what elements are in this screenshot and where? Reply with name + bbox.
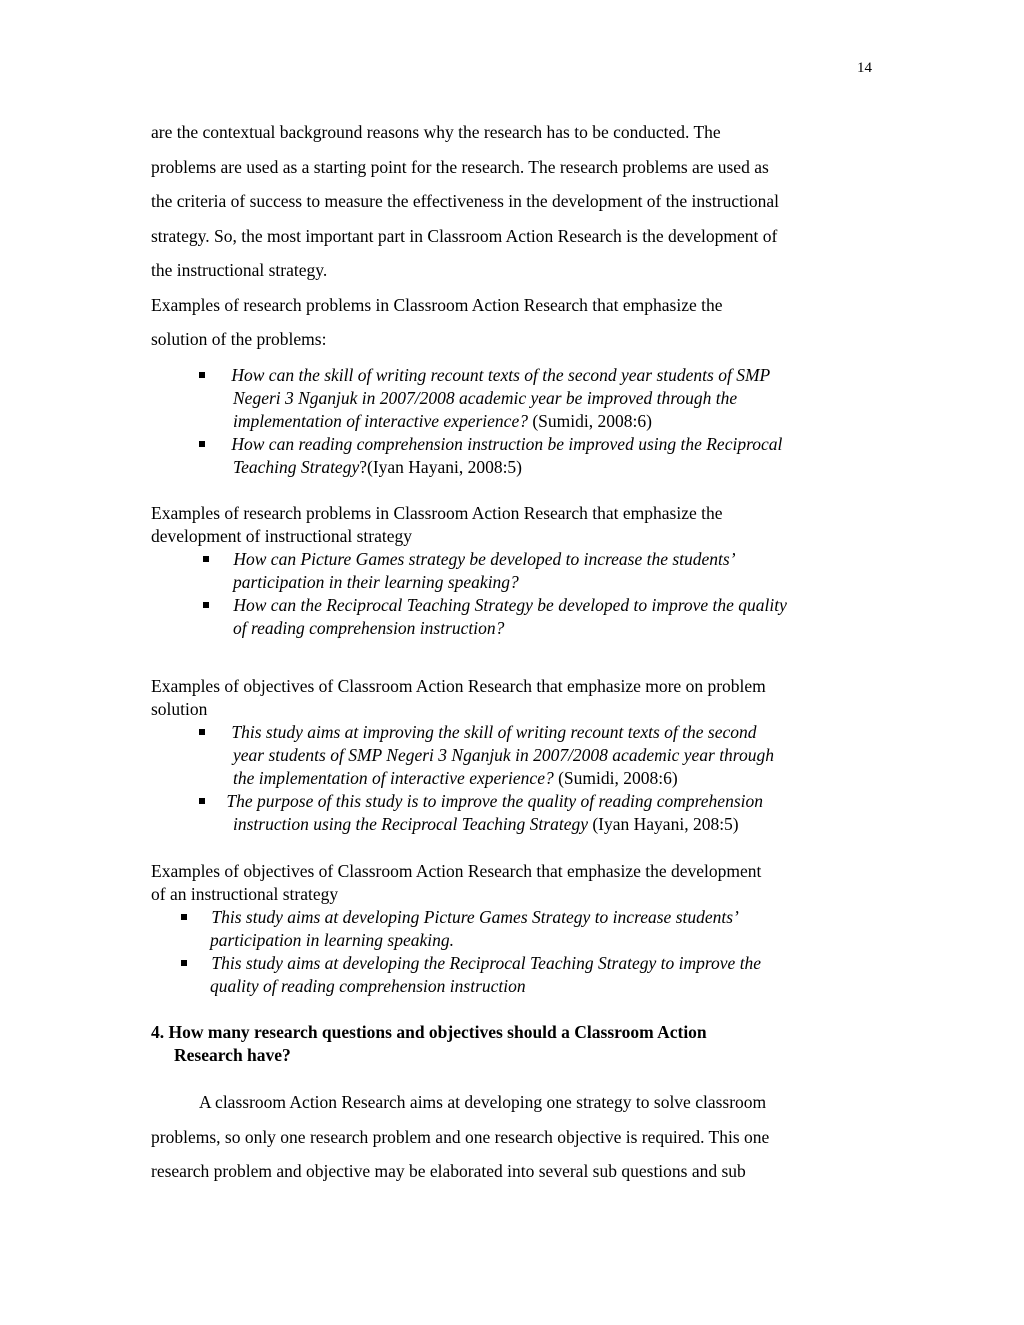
list-item [199, 364, 770, 387]
text-line: development of instructional strategy [151, 526, 412, 546]
list-item [199, 790, 763, 813]
citation: (Sumidi, 2008:6) [553, 768, 678, 788]
list-item-text: How can reading comprehension instruction be improved using the Reciprocal [231, 434, 783, 454]
text-line: problems, so only one research problem and one research objective is required. This one [151, 1126, 770, 1147]
list-item [181, 952, 761, 975]
text-line: Examples of objectives of Classroom Action Research that emphasize the development [151, 861, 762, 881]
section-intro [151, 675, 766, 721]
bullet-square-icon [199, 798, 205, 804]
section-heading: Research have? [174, 1045, 291, 1065]
citation: ?(Iyan Hayani, 2008:5) [359, 457, 523, 477]
text-line: solution of the problems: [151, 329, 327, 349]
list-item [233, 410, 652, 433]
text-line: of an instructional strategy [151, 884, 339, 904]
list-item-text: The purpose of this study is to improve the quality of reading comprehension [226, 791, 763, 811]
intro-paragraph [151, 115, 779, 357]
list-item [199, 433, 782, 456]
list-item-text: participation in their learning speaking? [233, 572, 519, 592]
bullet-square-icon [199, 441, 205, 447]
text-line: the criteria of success to measure the effectiveness in the development of the instructional [151, 191, 779, 211]
section-heading: 4. How many research questions and objectives should a Classroom Action [151, 1022, 707, 1042]
list-item [181, 906, 739, 929]
text-line: solution [151, 699, 208, 719]
bullet-square-icon [199, 729, 205, 735]
list-item [233, 456, 522, 479]
list-item-text: implementation of interactive experience? [233, 411, 528, 431]
list-item [203, 594, 787, 617]
text-line: the instructional strategy. [151, 260, 328, 280]
text-line: Examples of research problems in Classroom Action Research that emphasize the [151, 294, 723, 315]
bullet-square-icon [181, 914, 187, 920]
list-item-text: the implementation of interactive experience? [233, 768, 554, 788]
text-line: problems are used as a starting point for the research. The research problems are used as [151, 156, 769, 177]
list-item-text: This study aims at developing Picture Games Strategy to increase students’ [211, 907, 739, 927]
bullet-square-icon [199, 372, 205, 378]
list-item-text: This study aims at developing the Reciprocal Teaching Strategy to improve the [211, 953, 762, 973]
list-item-text: quality of reading comprehension instruction [210, 976, 526, 996]
list-item [199, 721, 757, 744]
list-item-text: Teaching Strategy [233, 457, 360, 477]
section-intro [151, 860, 761, 906]
list-item [233, 813, 739, 836]
list-item-text: How can the skill of writing recount texts of the second year students of SMP [231, 365, 771, 385]
text-line: research problem and objective may be elaborated into several sub questions and sub [151, 1161, 746, 1181]
citation: (Sumidi, 2008:6) [527, 411, 652, 431]
list-item-text: Negeri 3 Nganjuk in 2007/2008 academic year be improved through the [233, 388, 738, 408]
list-item-text: year students of SMP Negeri 3 Nganjuk in 2007/2008 academic year through [233, 745, 774, 765]
list-item-text: How can the Reciprocal Teaching Strategy be developed to improve the quality [233, 595, 787, 615]
list-item-text: participation in learning speaking. [210, 930, 455, 950]
page-number: 14 [857, 60, 872, 76]
list-item-text: instruction using the Reciprocal Teaching Strategy [233, 814, 588, 834]
list-item [233, 767, 678, 790]
list-item [203, 548, 736, 571]
bullet-square-icon [203, 602, 209, 608]
list-item-text: This study aims at improving the skill of writing recount texts of the second [231, 722, 757, 742]
text-line: Examples of research problems in Classroom Action Research that emphasize the [151, 503, 723, 523]
citation: (Iyan Hayani, 208:5) [587, 814, 739, 834]
list-item-text: How can Picture Games strategy be developed to increase the students’ [233, 549, 736, 569]
list-item-text: of reading comprehension instruction? [233, 618, 505, 638]
text-line: strategy. So, the most important part in Classroom Action Research is the development of [151, 225, 778, 246]
bullet-square-icon [181, 960, 187, 966]
text-line: Examples of objectives of Classroom Action Research that emphasize more on problem [151, 676, 766, 696]
section-intro [151, 502, 723, 548]
text-line: are the contextual background reasons why the research has to be conducted. The [151, 122, 721, 142]
closing-paragraph [151, 1085, 769, 1189]
bullet-square-icon [203, 556, 209, 562]
text-line: A classroom Action Research aims at developing one strategy to solve classroom [199, 1092, 767, 1112]
